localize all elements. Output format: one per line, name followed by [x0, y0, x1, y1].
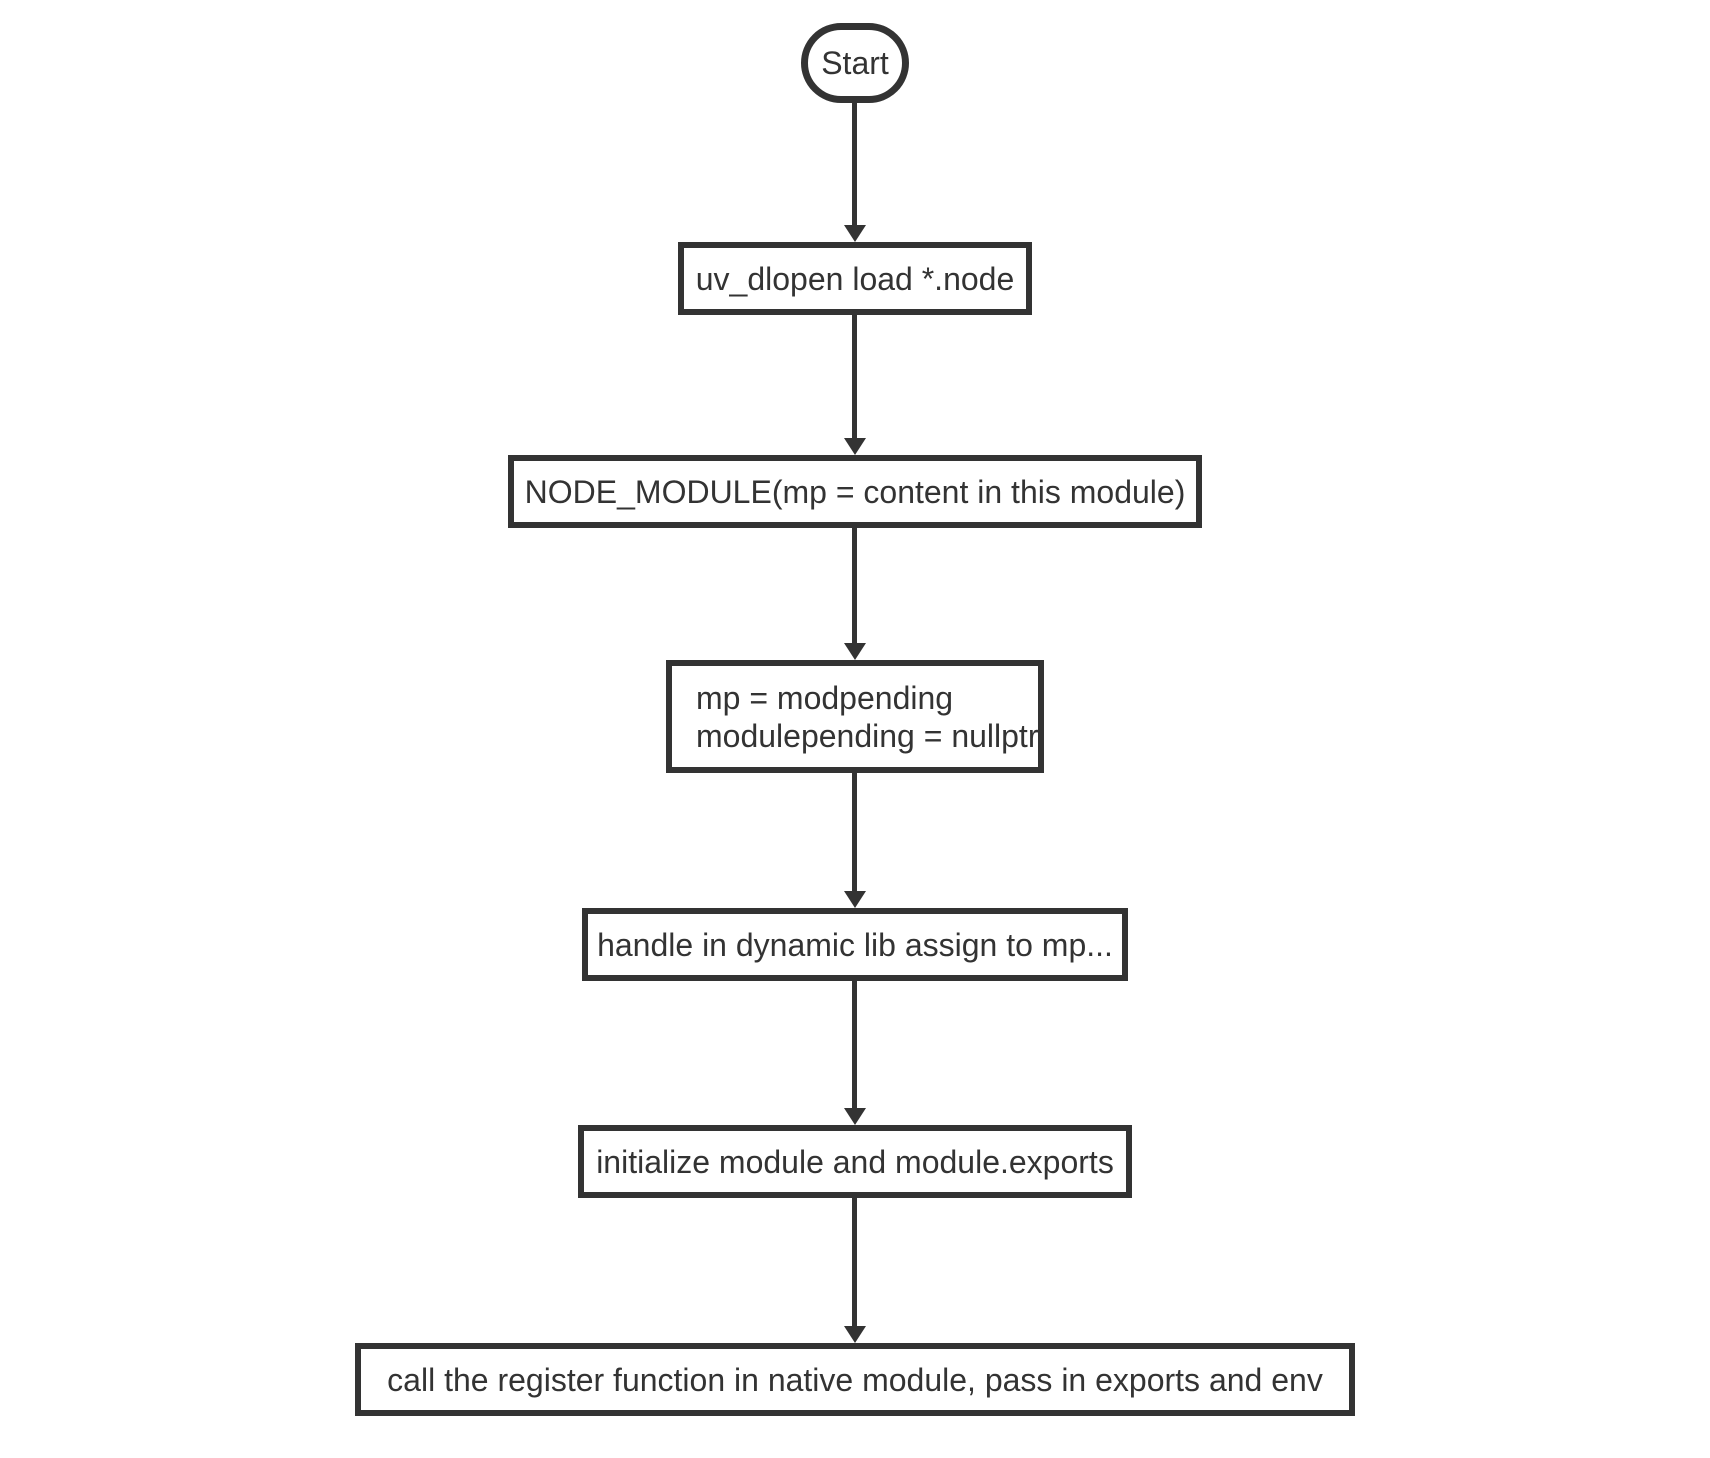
node-label-handle-dynamic-lib: handle in dynamic lib assign to mp... [597, 926, 1113, 963]
flowchart-node-uv-dlopen [678, 242, 1032, 315]
node-label-uv-dlopen: uv_dlopen load *.node [695, 260, 1015, 297]
arrowhead-down-icon [844, 1108, 866, 1125]
connector-uv-dlopen-to-node-module [844, 315, 866, 455]
arrow-line [852, 981, 857, 1112]
node-label-start: Start [821, 45, 889, 81]
flowchart-node-call-register [355, 1343, 1355, 1416]
arrowhead-down-icon [844, 438, 866, 455]
arrowhead-down-icon [844, 1326, 866, 1343]
flowchart-node-initialize-module [578, 1125, 1132, 1198]
connector-mp-modpending-to-handle [844, 773, 866, 908]
node-label-call-register: call the register function in native module, pass in exports and env [387, 1361, 1323, 1398]
flowchart-node-node-module [508, 455, 1202, 528]
node-line-1: mp = modpending [696, 679, 954, 716]
arrow-line [852, 103, 857, 229]
arrowhead-down-icon [844, 643, 866, 660]
flowchart-node-mp-modpending [666, 660, 1044, 773]
arrow-line [852, 1198, 857, 1330]
arrow-line [852, 315, 857, 442]
arrowhead-down-icon [844, 225, 866, 242]
node-label-mp-modpending [696, 679, 1038, 755]
connector-initialize-to-register [844, 1198, 866, 1343]
connector-start-to-uv-dlopen [844, 103, 866, 242]
node-line-2: modulepending = nullptr [696, 717, 1039, 754]
arrow-line [852, 528, 857, 647]
arrowhead-down-icon [844, 891, 866, 908]
flowchart-node-start [801, 23, 909, 103]
node-label-initialize-module: initialize module and module.exports [596, 1143, 1114, 1180]
node-label-node-module: NODE_MODULE(mp = content in this module) [524, 473, 1186, 510]
arrow-line [852, 773, 857, 895]
connector-node-module-to-mp-modpending [844, 528, 866, 660]
flowchart-node-handle-dynamic-lib [582, 908, 1128, 981]
connector-handle-to-initialize [844, 981, 866, 1125]
